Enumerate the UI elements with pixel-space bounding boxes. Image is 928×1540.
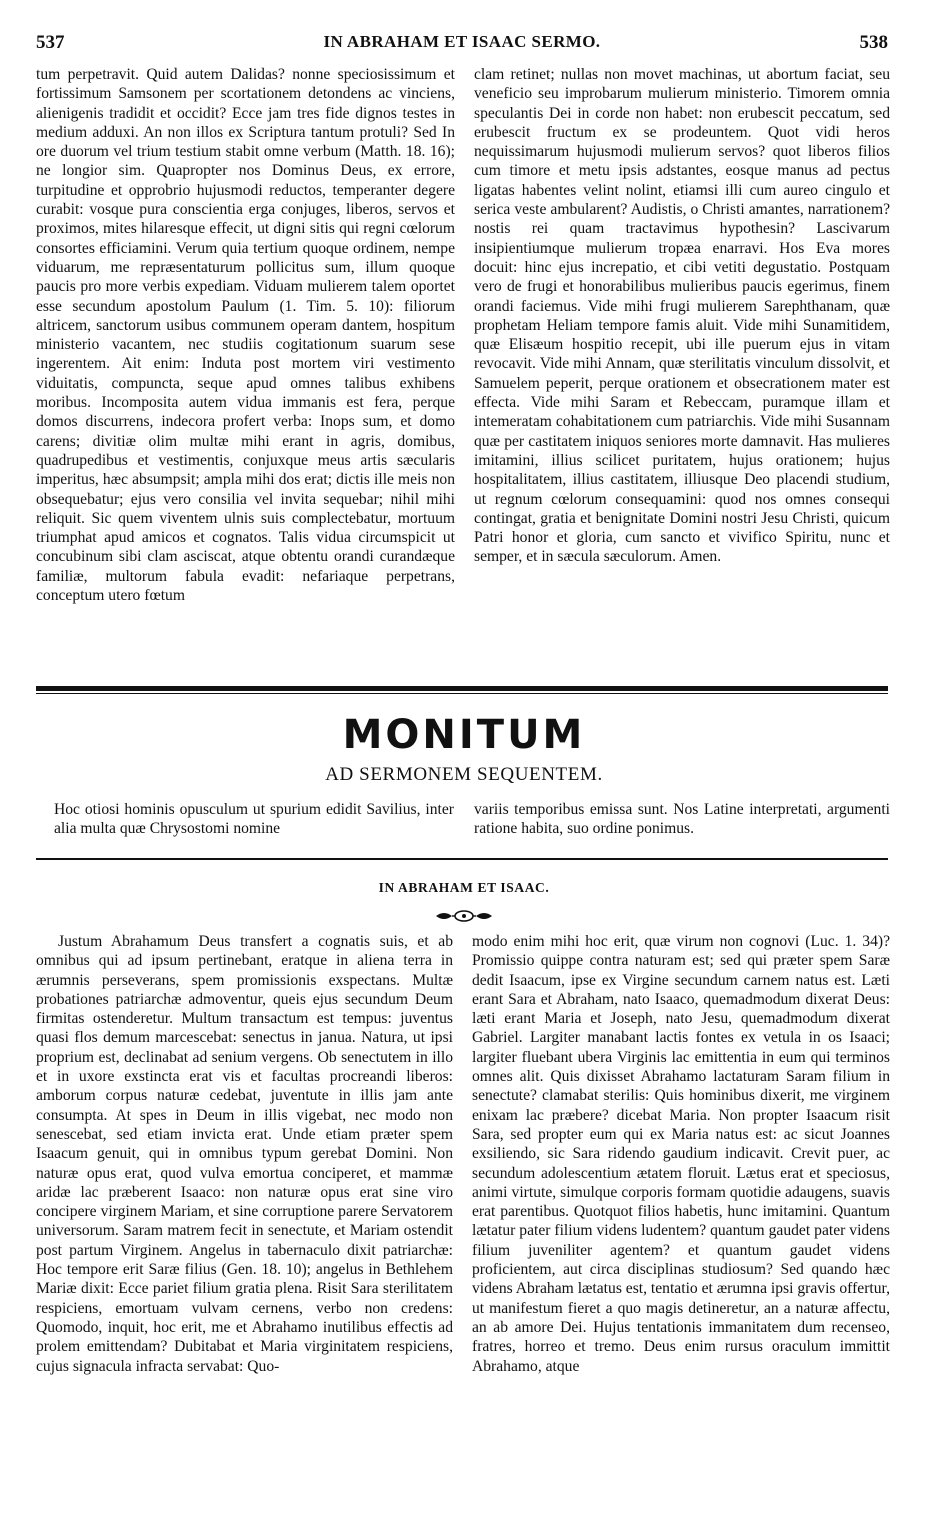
- section-divider: [36, 686, 888, 694]
- page-number-right: 538: [859, 32, 888, 53]
- page-header: [36, 32, 888, 60]
- monitum-left-text: Hoc otiosi hominis opusculum ut spurium edidit Savilius, inter alia multa quæ Chrysostomi nomine: [54, 801, 454, 838]
- divider-thick-rule: [36, 686, 888, 691]
- sermon-title: IN ABRAHAM ET ISAAC.: [378, 880, 550, 895]
- bottom-right-column: [472, 932, 890, 1522]
- bottom-right-text: modo enim mihi hoc erit, quæ virum non cognovi (Luc. 1. 34)? Promissio quippe contra naturam est; sed qui præter spem Saræ dedit Isaacum, ipse ex Virgine secundum carnem natus est. Læti erant Sara et Abraham, nato Isaaco, quemadmodum dixerat Deus: læti erant Maria et Joseph, nato Jesu, quemadmodum dixerat Gabriel. Largiter manabant lactis fontes ex vetula in os Isaaci; largiter fluebant ubera Virginis lac emittentia in eum qui terminos omnes alit. Quis dixisset Abrahamo lactaturam Saram filium in senectute? clamabat sterilis: Quis hominibus dixerit, me virginem enixam lac præbere? dicebat Maria. Non propter Isaacum risit Sara, sed propter eum qui ex Maria natus est: ac sicut Joannes exsiliendo, sic Sara ridendo gaudium indicavit. Crevit puer, ac secundum adolescentium ætatem floruit. Lætus erat et speciosus, animi virtute, simulque corporis formam quotidie adaugens, suavis erat parentibus. Quotquot filios habetis, hunc imitamini. Quantum lætatur pater filium videns ludentem? quantum gaudet pater videns filium juveniliter agentem? et quantum gaudet videns proficientem, aut circa disciplinas studiosum? Sed quando hæc videns Abraham lætatus est, tentatio et ærumna ipsi gravis offertur, ut manifestum fieret a quo magis detineretur, an a naturæ affectu, an ab amore Dei. Hujus tentationis immanitatem dum recenseo, fratres, horreo et tremo. Deus enim rursus oraculum immittit Abrahamo, atque: [472, 933, 890, 1375]
- ornament-icon: [434, 908, 494, 924]
- page-number-left: 537: [36, 32, 65, 53]
- bottom-left-column: [36, 932, 453, 1522]
- top-left-column: [36, 65, 455, 670]
- monitum-right-column: [474, 800, 890, 842]
- running-title: IN ABRAHAM ET ISAAC SERMO.: [323, 32, 601, 51]
- top-right-column: [474, 65, 890, 670]
- monitum-bottom-rule: [36, 858, 888, 860]
- top-right-text: clam retinet; nullas non movet machinas, ut abortum faciat, seu veneficio seu improbarum mulierum ministerio. Timorem omnia speculantis Dei in corde non habet: non erubescit peccatum, sed erubescit fructum ex se prodeuntem. Quot vidi heros nequissimarum hujusmodi mulierum servos? quot liberos filios cum timore et metu ipsis adstantes, eosque manus ad pectus ligatas habentes velint nolint, etiamsi illi cum aureo cingulo et serica veste ambularent? Audistis, o Christi amantes, narrationem? nostis rei quam tractavimus hypothesin? Lascivarum insipientiumque mulierum tropæa enarravi. Hos Eva mores docuit: hinc ejus increpatio, et cibi vetiti degustatio. Postquam vero de frugi et honorabilibus mulieribus paucis egerimus, finem orandi faciemus. Vide mihi frugi mulierem Sarephthanam, quæ prophetam Heliam tempore famis aluit. Vide mihi Sunamitidem, quæ Elisæum hospitio recepit, ubi ille puerum ejus in vitam revocavit. Vide mihi Annam, quæ sterilitatis vinculum dissolvit, et Samuelem peperit, perque orationem et obsecrationem mater est effecta. Vide mihi Saram et Rebeccam, puramque illam et intemeratam cohabitationem cum patriarchis. Vide mihi Susannam quæ per castitatem iniquos seniores morte damnavit. Has mulieres imitamini, illius scilicet puritatem, hujus orationem; hujus hospitalitatem, illius castitatem, illiusque Deo placendi studium, ut regnum cœlorum consequamini: quod nos omnes consequi contingat, gratia et benignitate Domini nostri Jesu Christi, quicum Patri honor et gloria, cum sancto et vivifico Spiritu, nunc et semper, et in sæcula sæculorum. Amen.: [474, 66, 890, 566]
- divider-thin-rule: [36, 693, 888, 694]
- monitum-left-column: [54, 800, 454, 842]
- bottom-left-text: Justum Abrahamum Deus transfert a cognatis suis, et ab omnibus qui ad ipsum pertinebant, eratque in aliena terra in ærumnis perseverans, spem promissionis exspectans. Multæ probationes patriarchæ admoventur, queis ejus secundum Deum firmitas ostenderetur. Multum transactum est tempus: juventus quasi flos demum marcescebat: senectus in janua. Natura, ut ipsi proprium est, declinabat ad senium vergens. Ob senectutem in illo et in uxore exstincta erat vis et facultas procreandi liberos: amborum corpus naturæ cedebat, juventute in illis jam ante consumpta. At spes in Deum in illis vigebat, nec modo non senescebat, sed etiam invicta erat. Unde etiam præter spem Isaacum genuit, qui in omnibus typum gerebat Domini. Non naturæ opus erat, quod vulva emortua conciperet, et mammæ aridæ lac præberent Isaaco: non naturæ opus erat sine viro concipere virginem Mariam, et sine corruptione parere Servatorem universorum. Saram matrem fecit in senectute, et Mariam ostendit post partum Virginem. Angelus in tabernaculo dixit patriarchæ: Hoc tempore erit Saræ filius (Gen. 18. 10); angelus in Bethlehem Mariæ dixit: Ecce pariet filium gratia plena. Risit Sara sterilitatem respiciens, emortuam vulvam cernens, verbo non credens: Quomodo, inquit, hoc erit, me et Abrahamo inutilibus effectis ad prolem emittendam? Dubitabat et Maria virginitatem respiciens, cujus signacula infracta servabat: Quo-: [36, 933, 453, 1375]
- monitum-subheading: AD SERMONEM SEQUENTEM.: [325, 764, 603, 785]
- top-left-text: tum perpetravit. Quid autem Dalidas? nonne speciosissimum et fortissimum Samsonem per scortationem detondens ac vinciens, alienigenis tradidit et occidit? Ecce jam tres fide dignos testes in medium adduxi. An non illos ex Scriptura tantum protuli? Sed In ore duorum vel trium testium stabit omne verbum (Matth. 18. 16); ne longior sim. Quapropter nos Dominus Deus, ex errore, turpitudine et opprobrio hujusmodi reductos, temperanter degere curabit: vosque pura conscientia erga conjuges, liberos, servos et proximos, mites hilaresque effecit, ut digni sitis qui regni cœlorum consortes efficiamini. Verum quia tertium quoque ordinem, nempe viduarum, me repræsentaturum pollicitus sum, illum quoque paucis pro more verbis expediam. Viduam mulierem talem oportet esse secundum apostolum Paulum (1. Tim. 5. 10): filiorum altricem, sanctorum usibus communem operam dantem, hospitum ministerio vacantem, nec studiis cogitationum suarum sese ingerentem. Ait enim: Induta post mortem viri vestimento viduitatis, compuncta, seque apud omnes talibus exhibens moribus. Incomposita autem vidua immanis est fera, perque domos discurrens, indecora profert verba: Inops sum, et domo carens; divitiæ olim multæ mihi erant in agris, domibus, quadrupedibus et vestimentis, conjuxque meus artis sæcularis imperitus, hæc absumpsit; ampla mihi dos erat; dictis ille meis non obsequebatur; ejus vero consilia vel invita sequebar; nihil mihi reliquit. Sic quem viventem ulnis suis complectebatur, mortuum triumphat apud amicos et cognatos. Talis vidua circumspicit ut concubinum sibi clam asciscat, atque obtentu orandi curandæque familiæ, multorum fabula evadit: nefariaque perpetrans, conceptum utero fœtum: [36, 66, 455, 605]
- monitum-heading: MONITUM: [342, 712, 586, 758]
- monitum-right-text: variis temporibus emissa sunt. Nos Latine interpretati, argumenti ratione habita, suo ordine ponimus.: [474, 801, 890, 838]
